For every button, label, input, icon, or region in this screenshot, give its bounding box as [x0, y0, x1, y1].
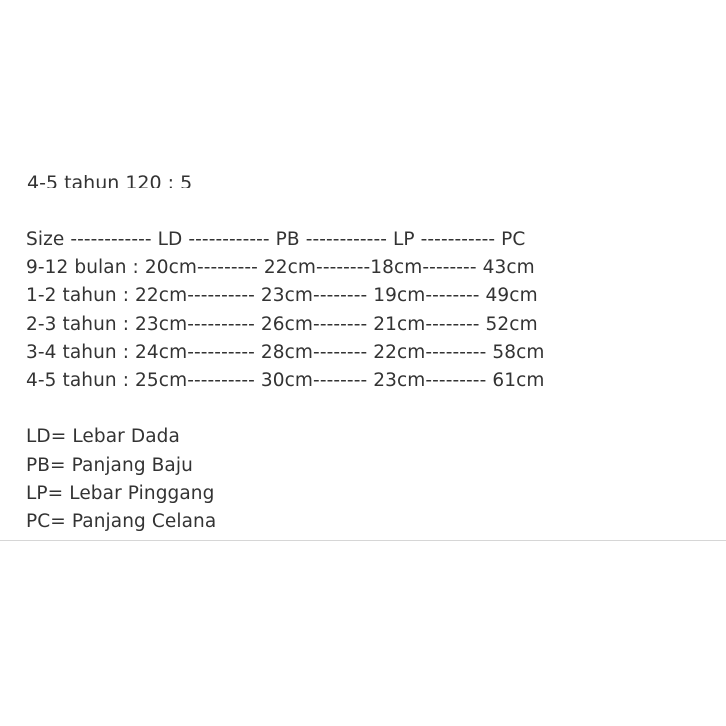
size-row: 2-3 tahun : 23cm---------- 26cm-------- 21cm-------- 52cm [26, 313, 538, 335]
legend-item-ld: LD= Lebar Dada [26, 426, 180, 448]
size-chart-text [26, 226, 544, 536]
size-row: 3-4 tahun : 24cm---------- 28cm-------- 22cm--------- 58cm [26, 341, 545, 363]
size-row: 9-12 bulan : 20cm--------- 22cm--------18cm-------- 43cm [26, 257, 535, 279]
legend-item-pb: PB= Panjang Baju [26, 454, 193, 476]
size-table-header: Size ------------ LD ------------ PB ------------ LP ----------- PC [26, 229, 526, 250]
size-row: 4-5 tahun : 25cm---------- 30cm-------- 23cm--------- 61cm [26, 369, 545, 391]
blank-line [26, 395, 544, 423]
legend-item-pc: PC= Panjang Celana [26, 510, 217, 532]
size-row: 1-2 tahun : 22cm---------- 23cm-------- 19cm-------- 49cm [26, 285, 538, 307]
partially-visible-line [27, 166, 327, 188]
legend-item-lp: LP= Lebar Pinggang [26, 482, 215, 504]
horizontal-divider [0, 540, 726, 541]
partial-line-text: 4-5 tahun 120 : 5 [27, 172, 193, 188]
